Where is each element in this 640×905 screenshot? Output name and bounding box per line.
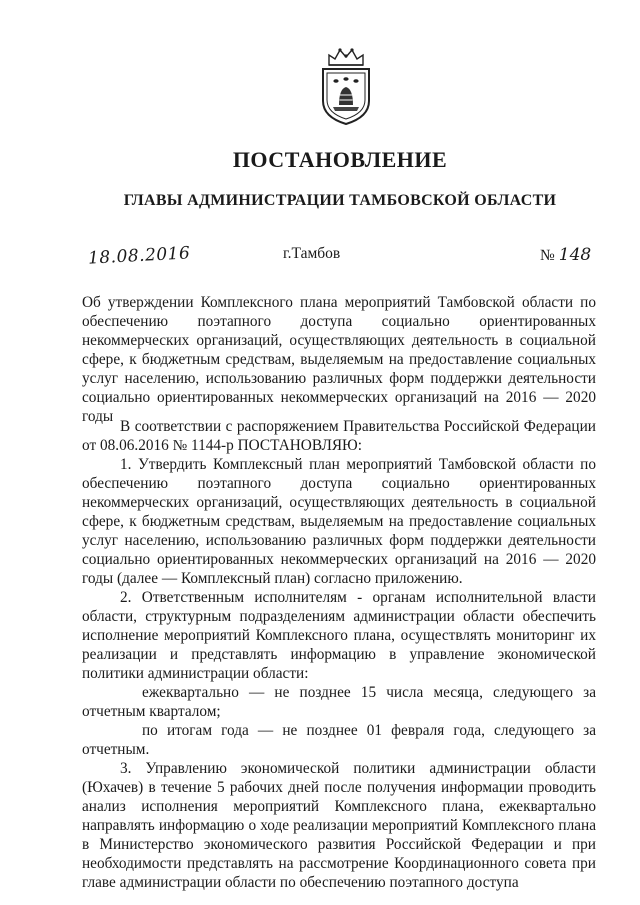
number-value: 148 xyxy=(558,245,592,265)
number-prefix: № xyxy=(540,247,555,264)
paragraph-2-yearly: по итогам года — не позднее 01 февраля года, следующего за отчетным. xyxy=(82,722,596,758)
document-title: ПОСТАНОВЛЕНИЕ xyxy=(232,147,448,172)
document-number xyxy=(540,245,591,265)
paragraph-2-quarterly: ежеквартально — не позднее 15 числа месяца, следующего за отчетным кварталом; xyxy=(82,684,596,720)
paragraph-preamble: В соответствии с распоряжением Правительства Российской Федерации от 08.06.2016 № 1144-р ПОСТАНОВЛЯЮ: xyxy=(82,418,596,454)
document-date: 18.08.2016 xyxy=(87,243,191,269)
tambov-coat-of-arms-icon xyxy=(315,45,377,127)
document-subject xyxy=(82,293,596,426)
subject-text: Об утверждении Комплексного плана мероприятий Тамбовской области по обеспечению поэтапного доступа социально ориентированных некоммерческих организаций, осуществляющих деятельность в социальной сфере, к бюджетным средствам, выделяемым на предоставление социальных услуг населению, использованию различных форм поддержки деятельности социально ориентированных некоммерческих организаций на 2016 — 2020 годы xyxy=(82,294,596,425)
paragraph-3: 3. Управлению экономической политики администрации области (Юхачев) в течение 5 рабочих дней после получения информации проводить анализ исполнения мероприятий Комплексного плана, ежеквартально направлять информацию о ходе реализации мероприятий Комплексного плана в Министерство экономического развития Российской Федерации и при необходимости представлять на рассмотрение Координационного совета при главе администрации области по обеспечению поэтапного доступа xyxy=(82,760,596,891)
paragraph-2: 2. Ответственным исполнителям - органам исполнительной власти области, структурным подразделениям администрации области обеспечить исполнение мероприятий Комплексного плана, осуществлять мониторинг их реализации и представлять информацию в управление экономической политики администрации области: xyxy=(82,589,596,682)
document-city: г.Тамбов xyxy=(283,245,341,262)
document-subtitle: ГЛАВЫ АДМИНИСТРАЦИИ ТАМБОВСКОЙ ОБЛАСТИ xyxy=(123,192,557,209)
paragraph-1: 1. Утвердить Комплексный план мероприятий Тамбовской области по обеспечению поэтапного доступа социально ориентированных некоммерческих организаций, осуществляющих деятельность в социальной сфере, к бюджетным средствам, выделяемым на предоставление социальных услуг населению, использованию различных форм поддержки деятельности социально ориентированных некоммерческих организаций на 2016 — 2020 годы (далее — Комплексный план) согласно приложению. xyxy=(82,456,596,587)
document-body xyxy=(82,417,596,892)
